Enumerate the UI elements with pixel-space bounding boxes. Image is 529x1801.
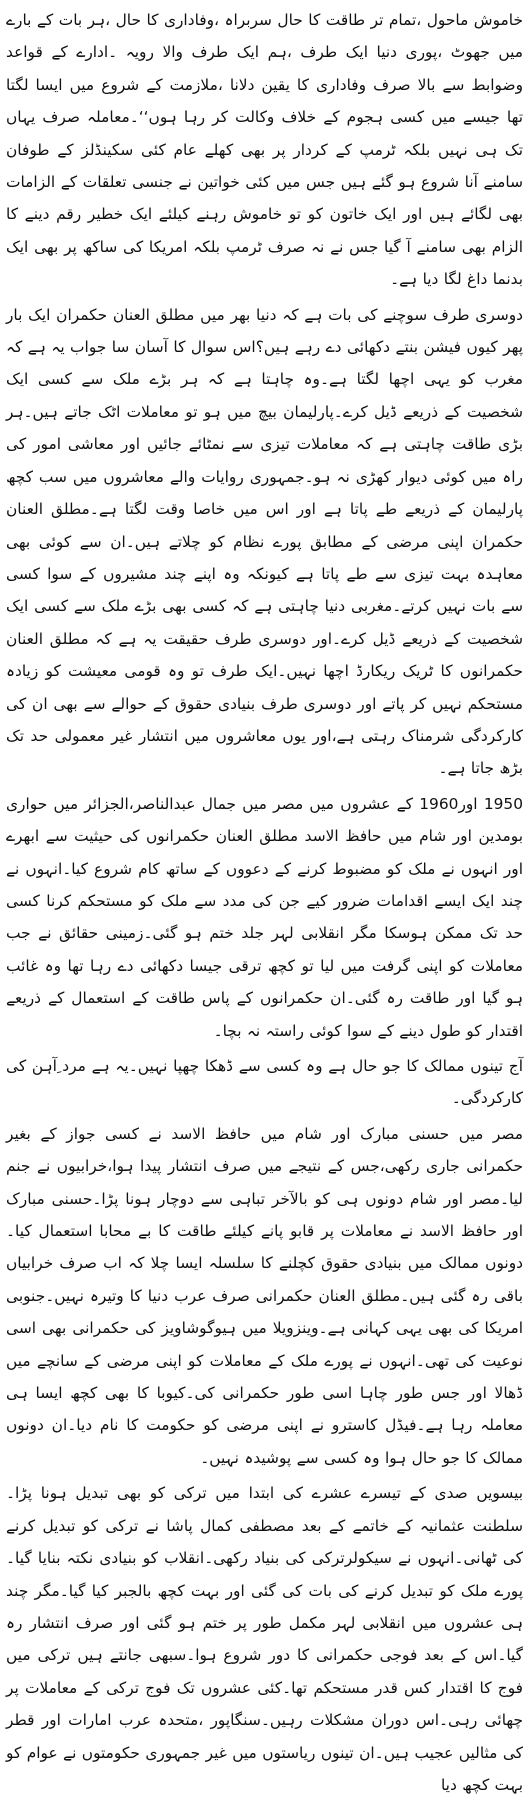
paragraph-5: مصر میں حسنی مبارک اور شام میں حافظ الاسد نے کسی جواز کے بغیر حکمرانی جاری رکھی،جس کے نتیجے میں صرف انتشار پیدا ہوا،خرابیوں نے جنم لیا۔مصر اور شام دونوں ہی کو بالآخر تباہی سے دوچار ہونا پڑا۔حسنی مبارک اور حافظ الاسد نے معاملات پر قابو پانے کیلئے طاقت کا بے محابا استعمال کیا۔دونوں ممالک میں بنیادی حقوق کچلنے کا سلسلہ ایسا چلا کہ اب صرف خرابیاں باقی رہ گئی ہیں۔مطلق العنان حکمرانی صرف عرب دنیا کا وتیرہ نہیں۔جنوبی امریکا کی بھی یہی کہانی ہے۔وینزویلا میں ہیوگوشاویز کی حکمرانی بھی اسی نوعیت کی تھی۔انہوں نے پورے ملک کے معاملات کو اپنی مرضی کے سانچے میں ڈھالا اور جس طور چاہا اسی طور حکمرانی کی۔کیوبا کا بھی کچھ ایسا ہی معاملہ رہا ہے۔فیڈل کاسترو نے اپنی مرضی کو حکومت کا نام دیا۔ان دونوں ممالک کا جو حال ہوا وہ کسی سے پوشیدہ نہیں۔ — [6, 1124, 523, 1467]
paragraph-3: 1950 اور1960 کے عشروں میں مصر میں جمال عبدالناصر،الجزائر میں حواری بومدین اور شام میں حافظ الاسد مطلق العنان حکمرانوں کی حیثیت سے ابھرے اور انہوں نے ملک کو مضبوط کرنے کے دعووں کے ساتھ کام شروع کیا۔انہوں نے چند ایک ایسے اقدامات ضرور کیے جن کی مدد سے ملک کو مستحکم کرنا کسی حد تک ممکن ہوسکا مگر انقلابی لہر جلد ختم ہو گئی۔زمینی حقائق نے جب معاملات کو اپنی گرفت میں لیا تو کچھ ترقی جیسا دکھائی دے رہا تھا وہ غائب ہو گیا اور طاقت رہ گئی۔ان حکمرانوں کے پاس طاقت کے استعمال کے ذریعے اقتدار کو طول دینے کے سوا کوئی راستہ نہ بچا۔ — [6, 794, 523, 1040]
paragraph-6: بیسویں صدی کے تیسرے عشرے کی ابتدا میں ترکی کو بھی تبدیل ہونا پڑا۔سلطنت عثمانیہ کے خاتمے کے بعد مصطفی کمال پاشا نے ترکی کو تبدیل کرنے کی ٹھانی۔انہوں نے سیکولرترکی کی بنیاد رکھی۔انقلاب کو بنیادی نکتہ بنایا گیا۔پورے ملک کو تبدیل کرنے کی بات کی گئی اور بہت کچھ بالجبر کیا گیا۔مگر چند ہی عشروں میں انقلابی لہر مکمل طور پر ختم ہو گئی اور صرف انتشار رہ گیا۔اس کے بعد فوجی حکمرانی کا دور شروع ہوا۔سبھی جانتے ہیں ترکی میں فوج کا اقتدار کس قدر مستحکم تھا۔کئی عشروں تک فوج ترکی کے معاملات پر چھائی رہی۔اس دوران مشکلات رہیں۔سنگاپور ،متحدہ عرب امارات اور قطر کی مثالیں عجیب ہیں۔ان تینوں ریاستوں میں غیر جمہوری حکومتوں نے عوام کو بہت کچھ دیا — [6, 1484, 523, 1794]
paragraph-2: دوسری طرف سوچنے کی بات ہے کہ دنیا بھر میں مطلق العنان حکمران ایک بار پھر کیوں فیشن بنتے دکھائی دے رہے ہیں؟اس سوال کا آسان سا جواب یہ ہے کہ مغرب کو یہی اچھا لگتا ہے۔وہ چاہتا ہے کہ ہر بڑے ملک سے کسی ایک شخصیت کے ذریعے ڈیل کرے۔پارلیمان بیچ میں ہو تو معاملات اٹک جاتے ہیں۔ہر بڑی طاقت چاہتی ہے کہ معاملات تیزی سے نمٹائے جائیں اور معاشی امور کی راہ میں کوئی دیوار کھڑی نہ ہو۔جمہوری روایات والے معاشروں میں سب کچھ پارلیمان کے ذریعے طے پاتا ہے اور اس میں خاصا وقت لگتا ہے۔مطلق العنان حکمران اپنی مرضی کے مطابق پورے نظام کو چلاتے ہیں۔ان سے کوئی بھی معاہدہ بہت تیزی سے طے پاتا ہے کیونکہ وہ اپنے چند مشیروں کے سوا کسی سے بات نہیں کرتے۔مغربی دنیا چاہتی ہے کہ کسی بھی بڑے ملک سے کسی ایک شخصیت کے ذریعے ڈیل کرے۔اور دوسری طرف حقیقت یہ ہے کہ مطلق العنان حکمرانوں کا ٹریک ریکارڈ اچھا نہیں۔ایک طرف تو وہ قومی معیشت کو زیادہ مستحکم نہیں کر پاتے اور دوسری طرف بنیادی حقوق کے حوالے سے بھی ان کی کارکردگی شرمناک رہتی ہے،اور یوں معاشروں میں انتشار غیر معمولی حد تک بڑھ جاتا ہے۔ — [6, 305, 523, 778]
paragraph-4: آج تینوں ممالک کا جو حال ہے وہ کسی سے ڈھکا چھپا نہیں۔یہ ہے مرد ِآہن کی کارکردگی۔ — [6, 1057, 523, 1108]
paragraph-1: خاموش ماحول ،تمام تر طاقت کا حال سربراہ ،وفاداری کا حال ،ہر بات کے بارے میں جھوٹ ،پوری دنیا ایک طرف ،ہم ایک طرف والا رویہ ۔ادارے کے قواعد وضوابط سے بالا صرف وفاداری کا یقین دلانا ،ملازمت کے شروع میں ایسا لگتا تھا جیسے میں کسی ہجوم کے خلاف وکالت کر رہا ہوں‘‘۔معاملہ صرف یہاں تک ہی نہیں بلکہ ٹرمپ کے کردار پر بھی کھلے عام کئی سکینڈلز کے طوفان سامنے آنا شروع ہو گئے ہیں جس میں کئی خواتین نے جنسی تعلقات کے الزامات بھی لگائے ہیں اور ایک خاتون کو تو خاموش رہنے کیلئے ایک خطیر رقم دینے کا الزام بھی سامنے آ گیا جس نے نہ صرف ٹرمپ بلکہ امریکا کی ساکھ پر بھی ایک بدنما داغ لگا دیا ہے۔ — [6, 11, 523, 289]
